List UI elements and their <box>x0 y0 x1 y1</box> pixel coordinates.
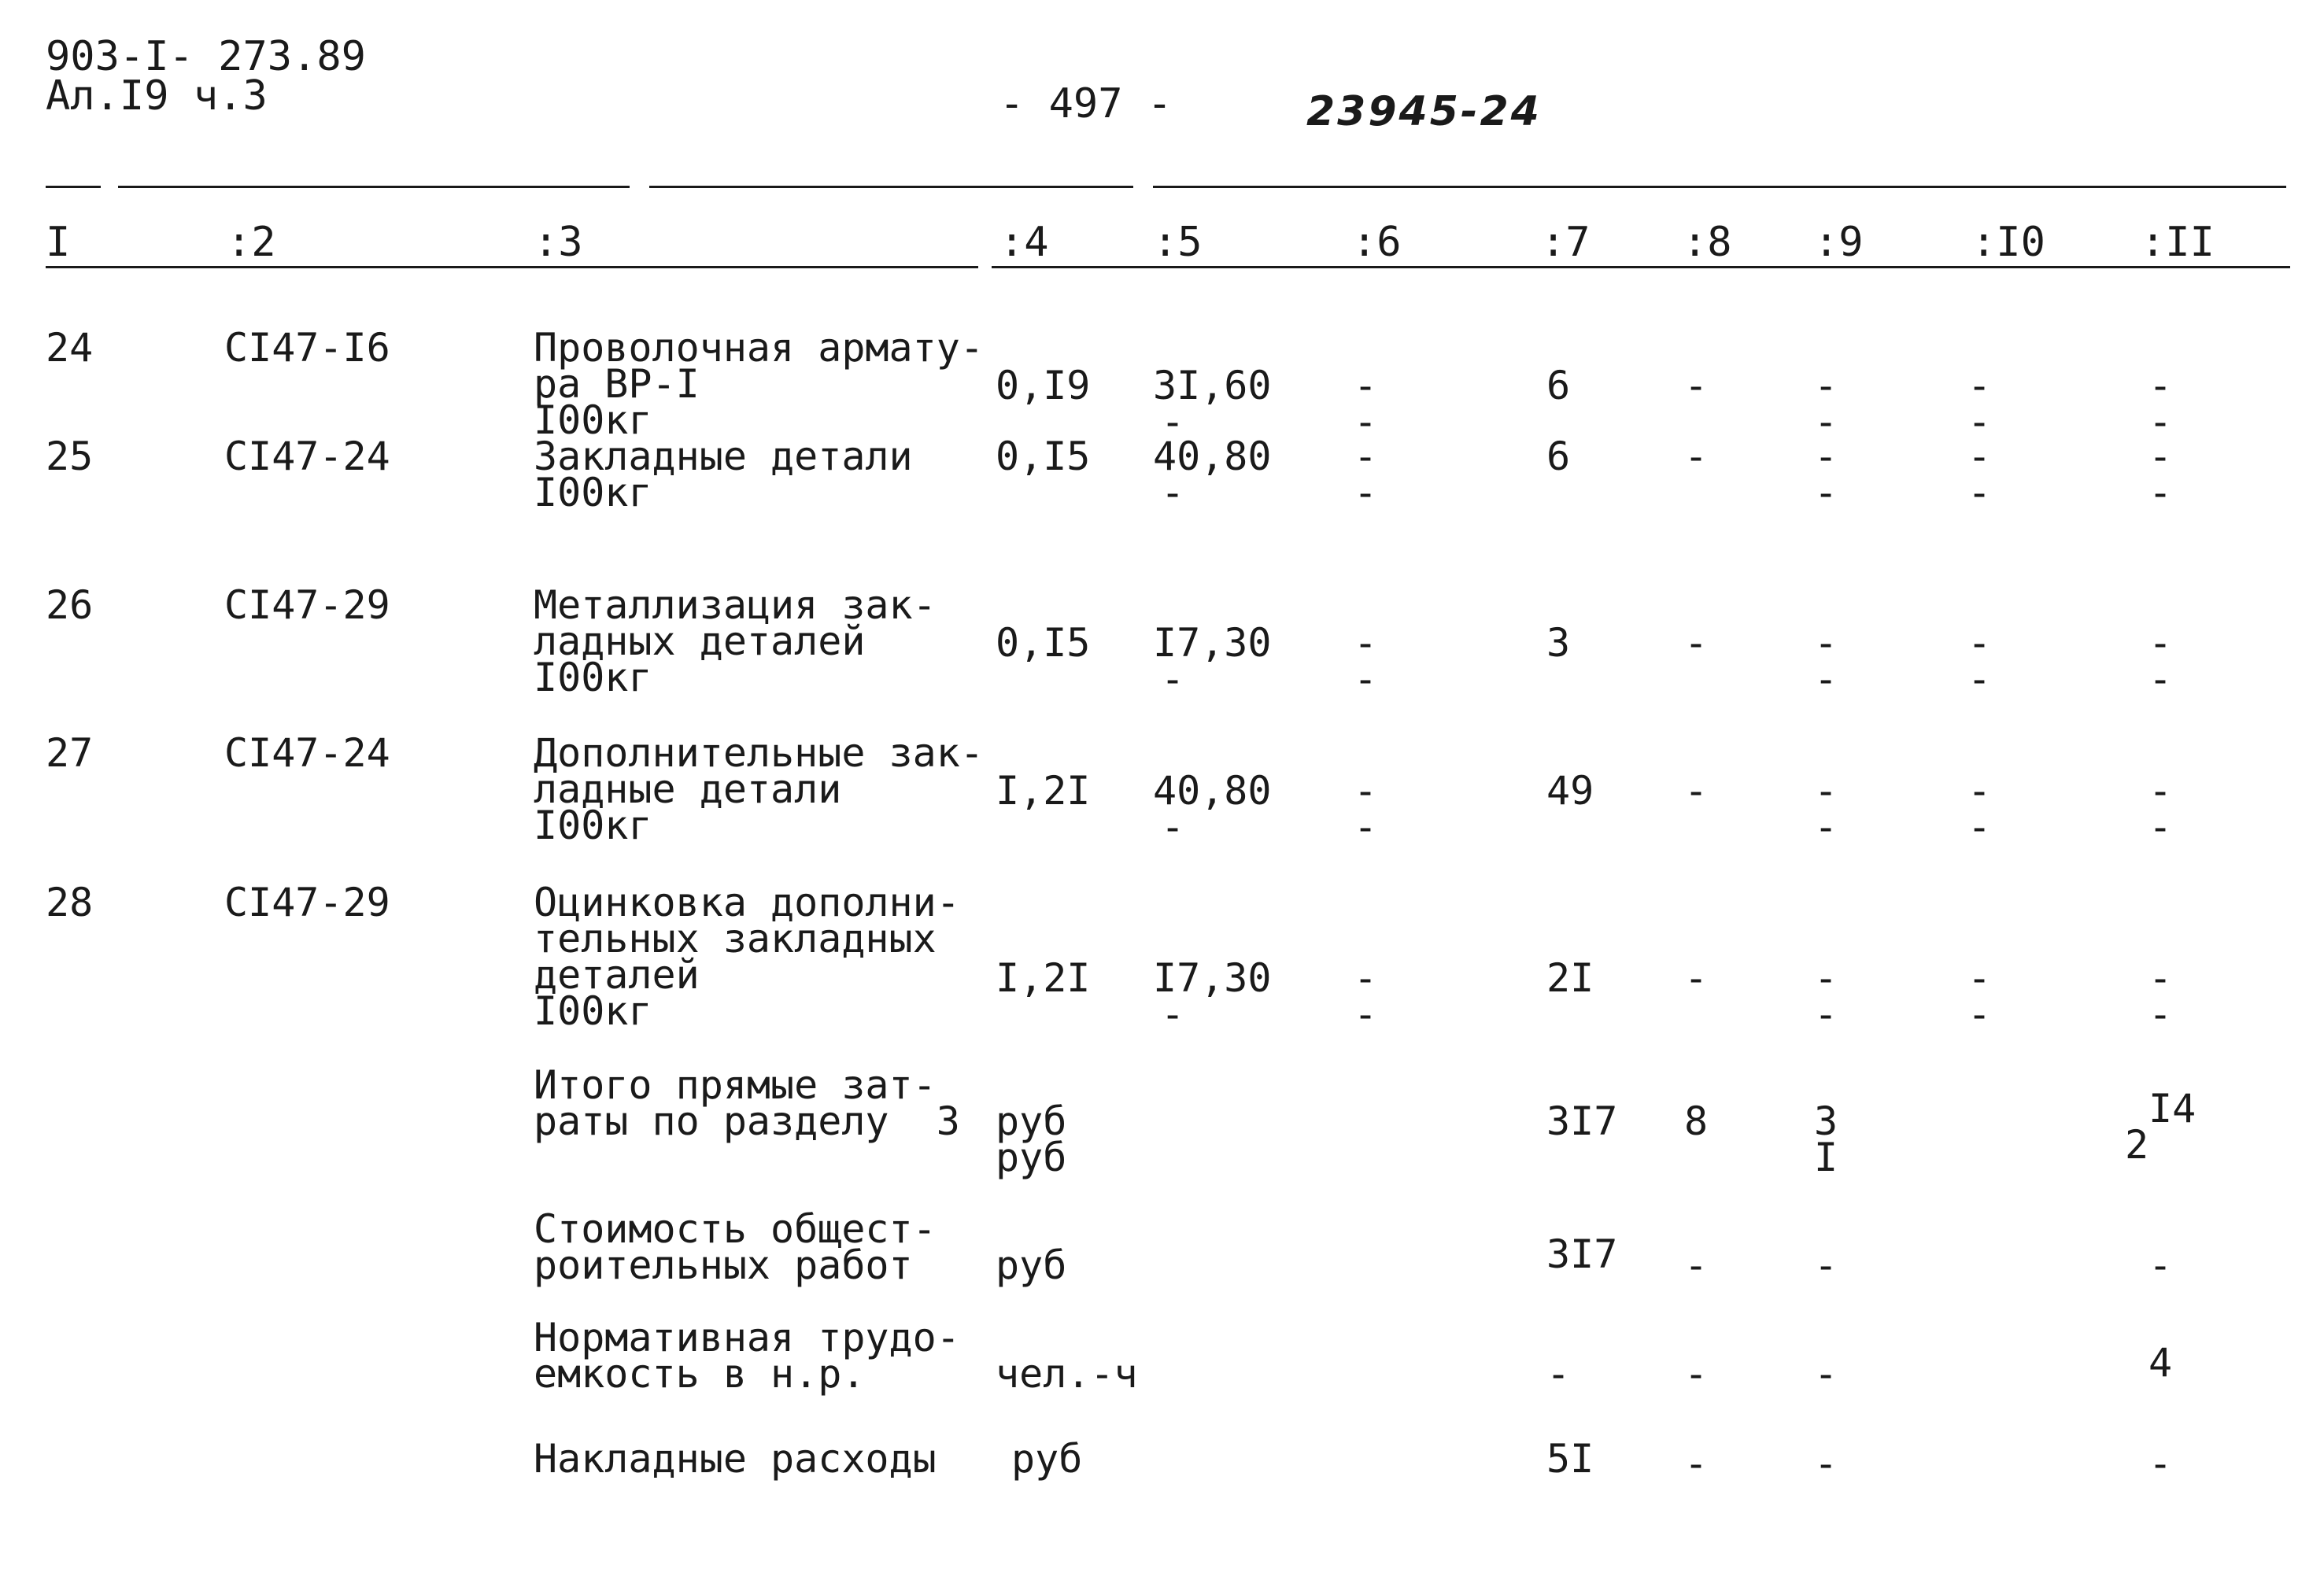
summary-column-9: - <box>1814 1242 1838 1288</box>
price-code: CI47-24 <box>224 434 390 479</box>
column-6-value: - <box>1354 620 1378 666</box>
column-7-value: 2I <box>1546 955 1594 1001</box>
work-description: ладных деталей <box>534 618 866 664</box>
summary-description: Итого прямые зат- <box>534 1062 937 1108</box>
summary-unit: чел.-ч <box>996 1351 1138 1397</box>
work-description: деталей <box>534 952 700 998</box>
summary-column-8: - <box>1684 1242 1709 1288</box>
sheet-reference: Ал.I9 ч.3 <box>46 72 268 120</box>
column-11-value: - <box>2148 434 2173 479</box>
column-header: :6 <box>1352 219 1402 266</box>
column-9-sub: - <box>1814 470 1838 515</box>
summary-column-8: - <box>1684 1351 1709 1397</box>
column-10-sub: - <box>1967 399 1992 445</box>
column-header: :2 <box>227 219 276 266</box>
unit-price-sub: - <box>1161 470 1185 515</box>
summary-description: Стоимость общест- <box>534 1206 937 1252</box>
top-rule <box>46 186 101 188</box>
column-7-value: 49 <box>1546 768 1594 814</box>
column-6-sub: - <box>1354 470 1378 515</box>
stamp-number: 23945-24 <box>1306 88 1542 135</box>
column-6-sub: - <box>1354 399 1378 445</box>
column-header: :8 <box>1683 219 1732 266</box>
column-11-sub: - <box>2148 470 2173 515</box>
column-header: :9 <box>1814 219 1864 266</box>
summary-column-11: 4 <box>2148 1340 2173 1386</box>
column-8-value: - <box>1684 434 1709 479</box>
column-8-value: - <box>1684 768 1709 814</box>
summary-column-8: - <box>1684 1441 1709 1486</box>
price-code: CI47-29 <box>224 582 390 628</box>
column-header: I <box>46 219 71 266</box>
column-10-sub: - <box>1967 991 1992 1037</box>
column-11-value: - <box>2148 620 2173 666</box>
column-9-sub: - <box>1814 804 1838 850</box>
work-description: Проволочная армату- <box>534 325 984 371</box>
work-description: I00кг <box>534 397 652 443</box>
summary-column-11: - <box>2148 1242 2173 1288</box>
column-10-value: - <box>1967 768 1992 814</box>
column-9-sub: - <box>1814 656 1838 702</box>
work-description: Дополнительные зак- <box>534 730 984 776</box>
summary-column-7: 3I7 <box>1546 1231 1618 1277</box>
quantity: 0,I5 <box>996 434 1091 479</box>
column-header: :5 <box>1153 219 1203 266</box>
unit-price: 3I,60 <box>1153 363 1272 408</box>
summary-description: Накладные расходы <box>534 1436 937 1482</box>
column-10-sub: - <box>1967 656 1992 702</box>
price-code: CI47-24 <box>224 730 390 776</box>
work-description: ладные детали <box>534 766 842 812</box>
summary-unit: руб <box>996 1098 1067 1144</box>
quantity: 0,I5 <box>996 620 1091 666</box>
column-9-value: - <box>1814 620 1838 666</box>
price-code: CI47-29 <box>224 880 390 925</box>
work-description: I00кг <box>534 470 652 515</box>
summary-unit: руб <box>996 1242 1067 1288</box>
column-10-value: - <box>1967 620 1992 666</box>
column-11-sub: - <box>2148 991 2173 1037</box>
summary-unit: руб <box>996 1135 1067 1180</box>
column-10-sub: - <box>1967 804 1992 850</box>
column-11-value: - <box>2148 955 2173 1001</box>
column-7-value: 6 <box>1546 434 1571 479</box>
unit-price: 40,80 <box>1153 434 1272 479</box>
top-rule <box>118 186 630 188</box>
column-header: :I0 <box>1971 219 2045 266</box>
header-rule <box>2101 266 2290 268</box>
document-code: 903-I- 273.89 <box>46 33 366 80</box>
summary-column-9-sub: I <box>1814 1135 1838 1180</box>
work-description: Закладные детали <box>534 434 913 479</box>
column-header: :II <box>2141 219 2215 266</box>
page-number: - 497 - <box>999 80 1173 127</box>
row-number: 28 <box>46 880 94 925</box>
quantity: I,2I <box>996 955 1091 1001</box>
column-9-value: - <box>1814 434 1838 479</box>
row-number: 27 <box>46 730 94 776</box>
price-code: CI47-I6 <box>224 325 390 371</box>
column-9-value: - <box>1814 955 1838 1001</box>
row-number: 24 <box>46 325 94 371</box>
unit-price-sub: - <box>1161 399 1185 445</box>
work-description: I00кг <box>534 655 652 700</box>
work-description: тельных закладных <box>534 916 937 962</box>
unit-price-sub: - <box>1161 991 1185 1037</box>
column-6-sub: - <box>1354 804 1378 850</box>
column-11-value: - <box>2148 768 2173 814</box>
quantity: 0,I9 <box>996 363 1091 408</box>
column-6-sub: - <box>1354 656 1378 702</box>
column-header: :3 <box>534 219 583 266</box>
column-6-value: - <box>1354 363 1378 408</box>
unit-price: I7,30 <box>1153 955 1272 1001</box>
column-6-value: - <box>1354 434 1378 479</box>
column-6-value: - <box>1354 955 1378 1001</box>
work-description: Металлизация зак- <box>534 582 937 628</box>
column-10-value: - <box>1967 363 1992 408</box>
top-rule <box>1153 186 2286 188</box>
summary-description: емкость в н.р. <box>534 1351 866 1397</box>
summary-column-8: 8 <box>1684 1098 1709 1144</box>
column-11-sub: - <box>2148 399 2173 445</box>
work-description: Оцинковка дополни- <box>534 880 960 925</box>
column-9-value: - <box>1814 363 1838 408</box>
row-number: 26 <box>46 582 94 628</box>
summary-column-9: 3 <box>1814 1098 1838 1144</box>
column-8-value: - <box>1684 955 1709 1001</box>
summary-column-7: - <box>1546 1351 1571 1397</box>
summary-column-11: - <box>2148 1441 2173 1486</box>
summary-column-7: 5I <box>1546 1436 1594 1482</box>
column-9-value: - <box>1814 768 1838 814</box>
column-11-value: - <box>2148 363 2173 408</box>
summary-column-9: - <box>1814 1441 1838 1486</box>
column-10-value: - <box>1967 434 1992 479</box>
summary-description: раты по разделу 3 <box>534 1098 960 1144</box>
column-11-sub: - <box>2148 656 2173 702</box>
column-8-value: - <box>1684 363 1709 408</box>
header-rule <box>992 266 2180 268</box>
top-rule <box>649 186 1133 188</box>
row-number: 25 <box>46 434 94 479</box>
work-description: I00кг <box>534 988 652 1034</box>
column-8-value: - <box>1684 620 1709 666</box>
column-6-value: - <box>1354 768 1378 814</box>
column-6-sub: - <box>1354 991 1378 1037</box>
unit-price-sub: - <box>1161 804 1185 850</box>
summary-column-7: 3I7 <box>1546 1098 1618 1144</box>
quantity: I,2I <box>996 768 1091 814</box>
column-7-value: 3 <box>1546 620 1571 666</box>
summary-column-9: - <box>1814 1351 1838 1397</box>
unit-price-sub: - <box>1161 656 1185 702</box>
work-description: I00кг <box>534 803 652 848</box>
header-rule <box>46 266 978 268</box>
summary-description: роительных работ <box>534 1242 913 1288</box>
unit-price: 40,80 <box>1153 768 1272 814</box>
column-10-sub: - <box>1967 470 1992 515</box>
column-header: :4 <box>999 219 1049 266</box>
column-10-value: - <box>1967 955 1992 1001</box>
work-description: ра ВР-I <box>534 361 700 407</box>
summary-column-11-sub: 2 <box>2125 1122 2149 1168</box>
summary-unit: руб <box>1011 1436 1083 1482</box>
summary-description: Нормативная трудо- <box>534 1315 960 1360</box>
summary-column-11: I4 <box>2148 1086 2197 1131</box>
unit-price: I7,30 <box>1153 620 1272 666</box>
column-9-sub: - <box>1814 399 1838 445</box>
column-9-sub: - <box>1814 991 1838 1037</box>
column-header: :7 <box>1541 219 1591 266</box>
column-7-value: 6 <box>1546 363 1571 408</box>
column-11-sub: - <box>2148 804 2173 850</box>
